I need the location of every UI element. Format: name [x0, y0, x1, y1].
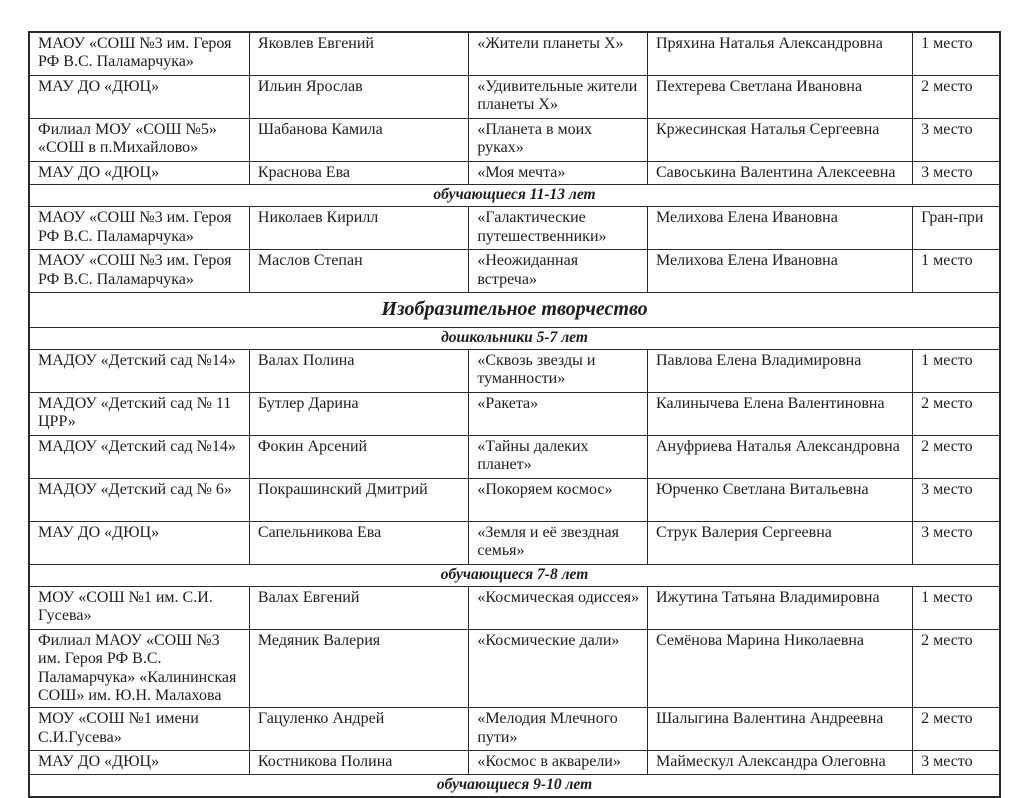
participant-cell: Покрашинский Дмитрий	[249, 479, 468, 522]
teacher-cell: Савоськина Валентина Алексеевна	[648, 162, 913, 185]
table-row	[29, 250, 1000, 293]
work-title-cell: «Земля и её звездная семья»	[469, 522, 648, 565]
work-title-cell: «Планета в моих руках»	[469, 119, 648, 162]
place-cell: 3 место	[913, 119, 1000, 162]
table-row	[29, 751, 1000, 774]
school-cell: МАДОУ «Детский сад № 6»	[29, 479, 249, 522]
teacher-cell: Шалыгина Валентина Андреевна	[648, 708, 913, 751]
section-header-row	[29, 328, 1000, 350]
teacher-cell: Кржесинская Наталья Сергеевна	[648, 119, 913, 162]
place-cell: 1 место	[913, 350, 1000, 393]
school-cell: МОУ «СОШ №1 им. С.И. Гусева»	[29, 586, 249, 629]
teacher-cell: Пряхина Наталья Александровна	[648, 32, 913, 76]
work-title-cell: «Удивительные жители планеты Х»	[469, 76, 648, 119]
school-cell: МАУ ДО «ДЮЦ»	[29, 522, 249, 565]
results-table	[28, 31, 1001, 798]
place-cell: 2 место	[913, 708, 1000, 751]
teacher-cell: Ижутина Татьяна Владимировна	[648, 586, 913, 629]
section-header-label: обучающиеся 7-8 лет	[29, 565, 1000, 587]
teacher-cell: Павлова Елена Владимировна	[648, 350, 913, 393]
results-table-body	[29, 32, 1000, 797]
table-row	[29, 119, 1000, 162]
place-cell: 3 место	[913, 479, 1000, 522]
table-row	[29, 350, 1000, 393]
work-title-cell: «Космос в акварели»	[469, 751, 648, 774]
place-cell: 2 место	[913, 436, 1000, 479]
teacher-cell: Ануфриева Наталья Александровна	[648, 436, 913, 479]
place-cell: 3 место	[913, 522, 1000, 565]
place-cell: Гран-при	[913, 207, 1000, 250]
table-row	[29, 708, 1000, 751]
document-page	[28, 31, 1001, 798]
place-cell: 1 место	[913, 586, 1000, 629]
participant-cell: Костникова Полина	[249, 751, 468, 774]
participant-cell: Николаев Кирилл	[249, 207, 468, 250]
section-header-label: обучающиеся 9-10 лет	[29, 774, 1000, 796]
teacher-cell: Калинычева Елена Валентиновна	[648, 393, 913, 436]
participant-cell: Гацуленко Андрей	[249, 708, 468, 751]
work-title-cell: «Космические дали»	[469, 629, 648, 708]
school-cell: МАУ ДО «ДЮЦ»	[29, 76, 249, 119]
table-row	[29, 522, 1000, 565]
table-row	[29, 479, 1000, 522]
place-cell: 2 место	[913, 393, 1000, 436]
place-cell: 1 место	[913, 32, 1000, 76]
table-row	[29, 393, 1000, 436]
participant-cell: Валах Полина	[249, 350, 468, 393]
participant-cell: Краснова Ева	[249, 162, 468, 185]
work-title-cell: «Космическая одиссея»	[469, 586, 648, 629]
school-cell: МАУ ДО «ДЮЦ»	[29, 751, 249, 774]
school-cell: МАДОУ «Детский сад №14»	[29, 436, 249, 479]
table-row	[29, 207, 1000, 250]
work-title-cell: «Тайны далеких планет»	[469, 436, 648, 479]
category-title-row	[29, 293, 1000, 328]
section-header-row	[29, 774, 1000, 796]
participant-cell: Маслов Степан	[249, 250, 468, 293]
teacher-cell: Пехтерева Светлана Ивановна	[648, 76, 913, 119]
participant-cell: Бутлер Дарина	[249, 393, 468, 436]
work-title-cell: «Ракета»	[469, 393, 648, 436]
teacher-cell: Семёнова Марина Николаевна	[648, 629, 913, 708]
place-cell: 2 место	[913, 629, 1000, 708]
school-cell: МОУ «СОШ №1 имени С.И.Гусева»	[29, 708, 249, 751]
place-cell: 1 место	[913, 250, 1000, 293]
place-cell: 2 место	[913, 76, 1000, 119]
teacher-cell: Маймескул Александра Олеговна	[648, 751, 913, 774]
section-header-row	[29, 565, 1000, 587]
work-title-cell: «Галактические путешественники»	[469, 207, 648, 250]
teacher-cell: Юрченко Светлана Витальевна	[648, 479, 913, 522]
table-row	[29, 76, 1000, 119]
participant-cell: Шабанова Камила	[249, 119, 468, 162]
place-cell: 3 место	[913, 162, 1000, 185]
work-title-cell: «Покоряем космос»	[469, 479, 648, 522]
school-cell: МАОУ «СОШ №3 им. Героя РФ В.С. Паламарчука»	[29, 207, 249, 250]
work-title-cell: «Неожиданная встреча»	[469, 250, 648, 293]
section-header-label: обучающиеся 11-13 лет	[29, 185, 1000, 207]
school-cell: Филиал МАОУ «СОШ №3 им. Героя РФ В.С. Паламарчука» «Калининская СОШ» им. Ю.Н. Малахова	[29, 629, 249, 708]
teacher-cell: Струк Валерия Сергеевна	[648, 522, 913, 565]
teacher-cell: Мелихова Елена Ивановна	[648, 250, 913, 293]
participant-cell: Ильин Ярослав	[249, 76, 468, 119]
participant-cell: Медяник Валерия	[249, 629, 468, 708]
teacher-cell: Мелихова Елена Ивановна	[648, 207, 913, 250]
table-row	[29, 629, 1000, 708]
school-cell: МАОУ «СОШ №3 им. Героя РФ В.С. Паламарчука»	[29, 32, 249, 76]
participant-cell: Валах Евгений	[249, 586, 468, 629]
work-title-cell: «Моя мечта»	[469, 162, 648, 185]
school-cell: МАОУ «СОШ №3 им. Героя РФ В.С. Паламарчука»	[29, 250, 249, 293]
participant-cell: Сапельникова Ева	[249, 522, 468, 565]
work-title-cell: «Сквозь звезды и туманности»	[469, 350, 648, 393]
work-title-cell: «Мелодия Млечного пути»	[469, 708, 648, 751]
school-cell: Филиал МОУ «СОШ №5» «СОШ в п.Михайлово»	[29, 119, 249, 162]
section-header-row	[29, 185, 1000, 207]
school-cell: МАДОУ «Детский сад № 11 ЦРР»	[29, 393, 249, 436]
table-row	[29, 436, 1000, 479]
category-title-label: Изобразительное творчество	[29, 293, 1000, 328]
section-header-label: дошкольники 5-7 лет	[29, 328, 1000, 350]
work-title-cell: «Жители планеты Х»	[469, 32, 648, 76]
table-row	[29, 586, 1000, 629]
place-cell: 3 место	[913, 751, 1000, 774]
school-cell: МАУ ДО «ДЮЦ»	[29, 162, 249, 185]
school-cell: МАДОУ «Детский сад №14»	[29, 350, 249, 393]
table-row	[29, 32, 1000, 76]
table-row	[29, 162, 1000, 185]
participant-cell: Яковлев Евгений	[249, 32, 468, 76]
participant-cell: Фокин Арсений	[249, 436, 468, 479]
